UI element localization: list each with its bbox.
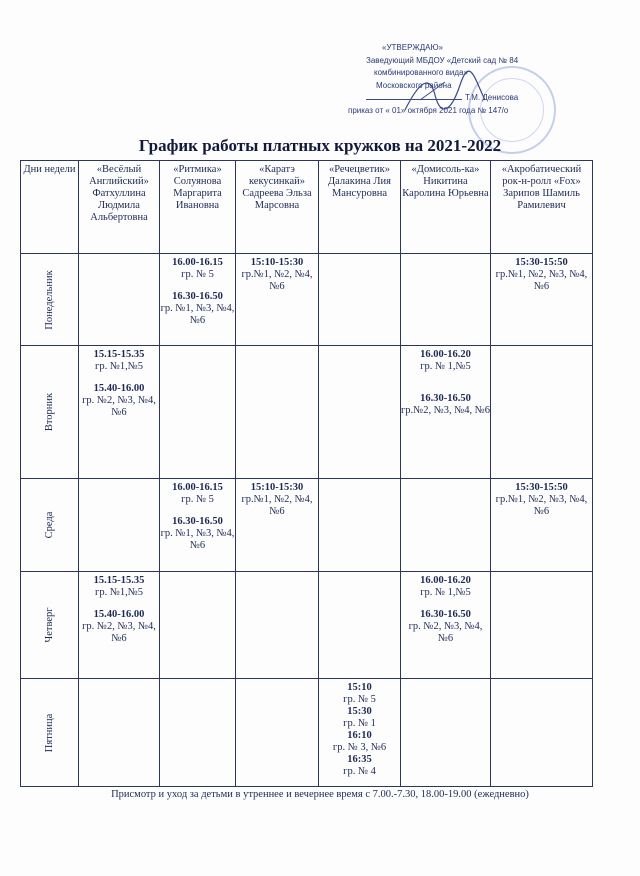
time: 16.00-16.20	[420, 349, 471, 360]
groups: гр.№1, №2, №4, №6	[241, 269, 313, 292]
day-label: Вторник	[43, 392, 55, 432]
row-monday	[21, 254, 593, 346]
time: 16.00-16.15	[172, 257, 223, 268]
header-english: «Весёлый Английский» Фатхуллина Людмила Альбертовна	[79, 161, 160, 254]
cell-thursday-english	[79, 572, 160, 679]
cell-friday-english	[79, 679, 160, 787]
cell-wednesday-rechetsvetik	[319, 479, 401, 572]
groups: гр. №1,№5	[95, 587, 143, 598]
cell-monday-karate	[236, 254, 319, 346]
row-tuesday	[21, 346, 593, 479]
cell-monday-acrobatic	[491, 254, 593, 346]
time: 15:10-15:30	[250, 482, 304, 493]
time: 15.15-15.35	[93, 575, 145, 586]
time: 16:10	[347, 730, 372, 741]
groups: гр. №2, №3, №4, №6	[82, 621, 156, 644]
groups: гр. № 1,№5	[420, 361, 471, 372]
cell-wednesday-domisolka	[401, 479, 491, 572]
cell-wednesday-english	[79, 479, 160, 572]
page-title: График работы платных кружков на 2021-2022	[138, 136, 502, 155]
groups: гр. № 1,№5	[420, 587, 471, 598]
day-thursday	[21, 572, 79, 679]
time: 16.00-16.20	[420, 575, 471, 586]
cell-tuesday-rechetsvetik	[319, 346, 401, 479]
cell-thursday-domisolka	[401, 572, 491, 679]
cell-monday-domisolka	[401, 254, 491, 346]
header-karate: «Каратэ кекусинкай» Садреева Эльза Марсовна	[236, 161, 319, 254]
cell-monday-rhythm	[160, 254, 236, 346]
groups: гр.№2, №3, №4, №6	[401, 405, 491, 416]
groups: гр. №2, №3, №4, №6	[82, 395, 156, 418]
groups: гр. № 4	[343, 766, 376, 777]
cell-thursday-acrobatic	[491, 572, 593, 679]
time: 15.15-15.35	[93, 349, 145, 360]
cell-tuesday-english	[79, 346, 160, 479]
approval-line-4: Московского района	[376, 80, 452, 90]
cell-thursday-karate	[236, 572, 319, 679]
cell-friday-acrobatic	[491, 679, 593, 787]
cell-wednesday-acrobatic	[491, 479, 593, 572]
cell-tuesday-domisolka	[401, 346, 491, 479]
groups: гр.№1, №2, №3, №4, №6	[495, 269, 588, 292]
row-friday	[21, 679, 593, 787]
time: 15.40-16.00	[93, 383, 145, 394]
approval-line-2: Заведующий МБДОУ «Детский сад № 84	[366, 55, 519, 65]
approval-line-1: «УТВЕРЖДАЮ»	[382, 43, 444, 52]
cell-monday-english	[79, 254, 160, 346]
approval-line-3: комбинированного вида»	[374, 68, 468, 77]
time: 15:30-15:50	[515, 482, 568, 493]
cell-thursday-rechetsvetik	[319, 572, 401, 679]
row-thursday	[21, 572, 593, 679]
cell-friday-rhythm	[160, 679, 236, 787]
header-rhythm: «Ритмика» Солуянова Маргарита Ивановна	[160, 161, 236, 254]
time: 15:30	[347, 706, 372, 717]
time: 16.30-16.50	[172, 291, 223, 302]
day-tuesday	[21, 346, 79, 479]
day-wednesday	[21, 479, 79, 572]
time: 16.30-16.50	[172, 516, 223, 527]
header-domisolka: «Домисоль-ка» Никитина Каролина Юрьевна	[401, 161, 491, 254]
cell-friday-karate	[236, 679, 319, 787]
approval-line-6: приказ от « 01» октября 2021 года № 147/о	[348, 105, 509, 115]
groups: гр. № 3, №6	[332, 742, 387, 753]
header-day: Дни недели	[21, 161, 79, 254]
handwritten-signature	[400, 70, 490, 120]
time: 16.30-16.50	[420, 609, 471, 620]
time: 15:10-15:30	[250, 257, 304, 268]
day-friday	[21, 679, 79, 787]
time: 16.00-16.15	[172, 482, 223, 493]
day-label: Среда	[43, 511, 55, 539]
groups: гр. № 1	[343, 718, 376, 729]
cell-monday-rechetsvetik	[319, 254, 401, 346]
cell-wednesday-rhythm	[160, 479, 236, 572]
time: 16:35	[347, 754, 372, 765]
groups: гр. № 5	[181, 494, 214, 505]
schedule-table	[20, 160, 593, 787]
groups: гр.№1, №2, №4, №6	[241, 494, 313, 517]
cell-tuesday-karate	[236, 346, 319, 479]
groups: гр. №1, №3, №4, №6	[160, 528, 235, 551]
day-label: Пятница	[43, 713, 55, 752]
day-label: Понедельник	[43, 269, 55, 330]
groups: гр. № 5	[181, 269, 214, 280]
groups: гр.№1, №2, №3, №4, №6	[495, 494, 588, 517]
groups: гр. № 5	[343, 694, 376, 705]
header-rechetsvetik: «Речецветик» Далакина Лия Мансуровна	[319, 161, 401, 254]
time: 15:10	[347, 682, 372, 693]
groups: гр. №2, №3, №4, №6	[408, 621, 483, 644]
day-monday	[21, 254, 79, 346]
time: 15:30-15:50	[515, 257, 568, 268]
day-label: Четверг	[43, 607, 55, 643]
row-wednesday	[21, 479, 593, 572]
time: 16.30-16.50	[420, 393, 471, 404]
cell-friday-rechetsvetik	[319, 679, 401, 787]
cell-wednesday-karate	[236, 479, 319, 572]
groups: гр. №1, №3, №4, №6	[160, 303, 235, 326]
header-acrobatic: «Акробатический рок-н-ролл «Fox» Зарипов Шамиль Рамилевич	[491, 161, 593, 254]
cell-tuesday-rhythm	[160, 346, 236, 479]
cell-friday-domisolka	[401, 679, 491, 787]
groups: гр. №1,№5	[95, 361, 143, 372]
time: 15.40-16.00	[93, 609, 145, 620]
cell-tuesday-acrobatic	[491, 346, 593, 479]
header-row	[21, 161, 593, 254]
director-name: Т.М. Денисова	[465, 93, 519, 102]
footer-note: Присмотр и уход за детьми в утреннее и вечернее время с 7.00.-7.30, 18.00-19.00 (ежедневно)	[111, 789, 529, 800]
cell-thursday-rhythm	[160, 572, 236, 679]
